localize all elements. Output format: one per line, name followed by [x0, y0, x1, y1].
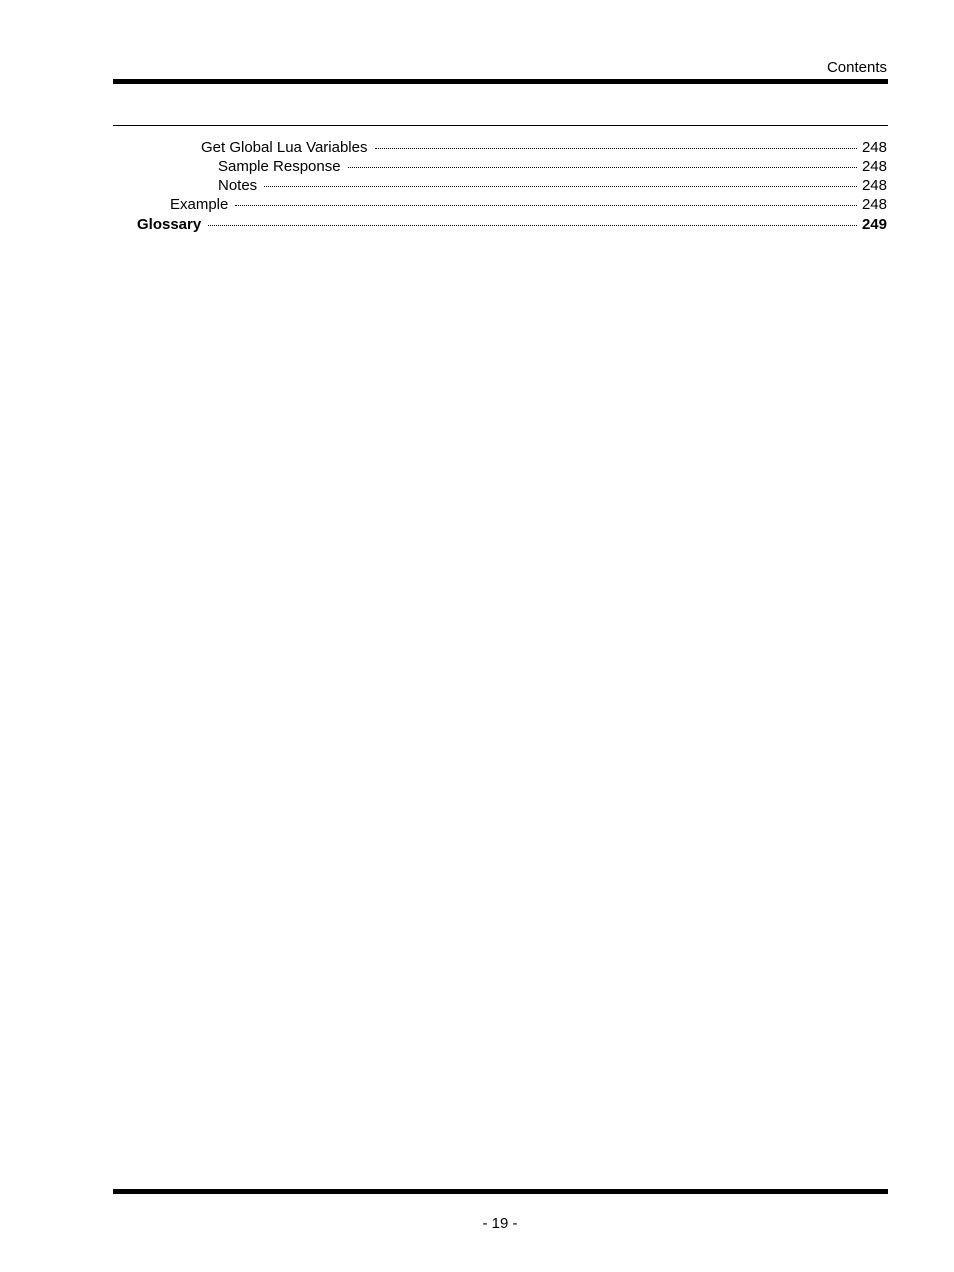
toc-entry-page: 248 — [861, 158, 887, 175]
toc-leader-dots — [348, 167, 857, 168]
toc-leader-dots — [375, 148, 857, 149]
page-number: - 19 - — [482, 1215, 518, 1232]
toc-entry[interactable] — [201, 138, 887, 157]
toc-entry-label: Glossary — [137, 216, 202, 233]
toc-entry-page: 248 — [861, 139, 887, 156]
toc-leader-dots — [235, 205, 857, 206]
toc-leader-dots — [264, 186, 857, 187]
toc-entry[interactable] — [218, 157, 887, 176]
toc-entry-label: Get Global Lua Variables — [201, 139, 368, 156]
toc-entry-label: Example — [170, 196, 229, 213]
toc-entry[interactable] — [170, 195, 887, 214]
toc-entry-label: Sample Response — [218, 158, 341, 175]
toc-entry-page: 248 — [861, 177, 887, 194]
toc-leader-dots — [208, 225, 857, 226]
page-header-title: Contents — [826, 59, 887, 76]
toc-entry[interactable] — [218, 176, 887, 195]
toc-entry-page: 248 — [861, 196, 887, 213]
toc-entry[interactable] — [137, 215, 887, 234]
footer-rule — [113, 1189, 888, 1194]
toc-entry-page: 249 — [861, 216, 887, 233]
toc-entry-label: Notes — [218, 177, 258, 194]
section-divider — [113, 125, 888, 126]
header-rule — [113, 79, 888, 84]
